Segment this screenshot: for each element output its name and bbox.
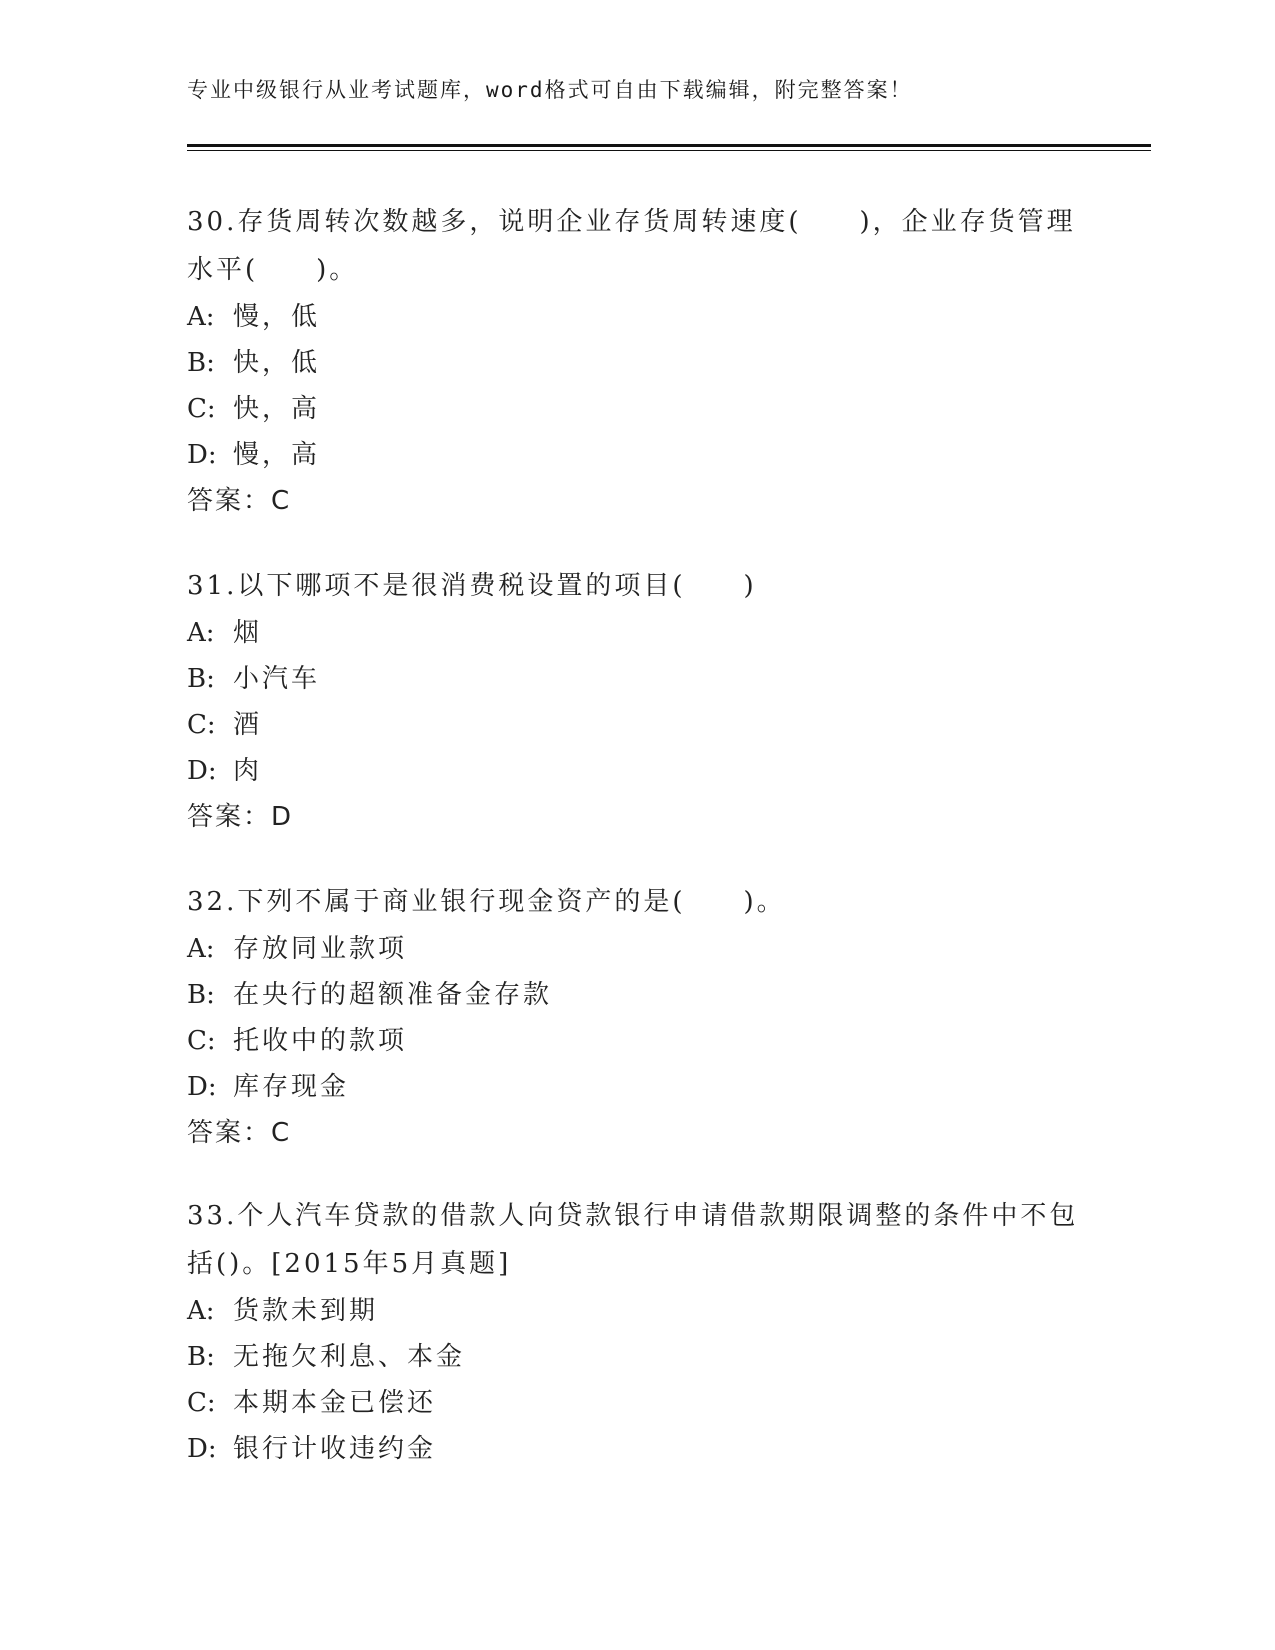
option-label: B: <box>187 980 215 1010</box>
option-c <box>187 1380 1087 1426</box>
page-header: 专业中级银行从业考试题库，word格式可自由下载编辑，附完整答案！ <box>187 78 913 102</box>
option-c <box>187 1018 1087 1064</box>
option-b <box>187 340 1087 386</box>
option-text: 慢，高 <box>233 440 321 470</box>
option-text: 本期本金已偿还 <box>233 1388 437 1418</box>
option-label: A: <box>187 934 215 964</box>
option-label: B: <box>187 1342 215 1372</box>
option-label: D: <box>187 1072 217 1102</box>
option-c <box>187 386 1087 432</box>
option-b <box>187 1334 1087 1380</box>
question-stem-line: 30.存货周转次数越多，说明企业存货周转速度( )，企业存货管理 <box>187 207 1076 237</box>
option-text: 库存现金 <box>233 1072 350 1102</box>
question-32 <box>187 878 1087 1156</box>
option-a <box>187 926 1087 972</box>
header-rule-thin <box>187 150 1151 151</box>
option-label: A: <box>187 302 215 332</box>
option-text: 快，高 <box>233 394 321 424</box>
option-label: C: <box>187 1026 216 1056</box>
option-d <box>187 432 1087 478</box>
option-text: 货款未到期 <box>233 1296 379 1326</box>
question-stem-line: 33.个人汽车贷款的借款人向贷款银行申请借款期限调整的条件中不包 <box>187 1201 1079 1231</box>
option-b <box>187 656 1087 702</box>
question-stem-line: 水平( )。 <box>187 255 359 285</box>
question-31 <box>187 562 1087 840</box>
option-label: A: <box>187 1296 215 1326</box>
option-label: B: <box>187 348 215 378</box>
option-d <box>187 1426 1087 1472</box>
option-a <box>187 1288 1087 1334</box>
question-30 <box>187 198 1087 524</box>
option-text: 在央行的超额准备金存款 <box>233 980 553 1010</box>
option-a <box>187 294 1087 340</box>
option-text: 慢，低 <box>233 302 321 332</box>
option-text: 银行计收违约金 <box>233 1434 437 1464</box>
option-label: C: <box>187 394 216 424</box>
option-text: 托收中的款项 <box>233 1026 408 1056</box>
option-c <box>187 702 1087 748</box>
answer-line: 答案：C <box>187 1118 292 1148</box>
question-stem-line: 32.下列不属于商业银行现金资产的是( )。 <box>187 887 786 917</box>
option-text: 无拖欠利息、本金 <box>233 1342 466 1372</box>
option-a <box>187 610 1087 656</box>
question-stem-line: 括()。[2015年5月真题] <box>187 1249 512 1279</box>
option-label: D: <box>187 1434 217 1464</box>
option-d <box>187 748 1087 794</box>
option-d <box>187 1064 1087 1110</box>
option-text: 快，低 <box>233 348 321 378</box>
option-text: 小汽车 <box>233 664 321 694</box>
answer-line: 答案：C <box>187 486 292 516</box>
option-text: 存放同业款项 <box>233 934 408 964</box>
option-text: 酒 <box>233 710 263 740</box>
option-b <box>187 972 1087 1018</box>
header-rule-thick <box>187 144 1151 147</box>
option-label: A: <box>187 618 215 648</box>
option-label: C: <box>187 710 216 740</box>
answer-line: 答案：D <box>187 802 294 832</box>
option-label: D: <box>187 440 217 470</box>
question-33 <box>187 1192 1087 1472</box>
option-label: C: <box>187 1388 216 1418</box>
question-stem-line: 31.以下哪项不是很消费税设置的项目( ) <box>187 571 757 601</box>
option-label: B: <box>187 664 215 694</box>
option-label: D: <box>187 756 217 786</box>
option-text: 烟 <box>233 618 263 648</box>
option-text: 肉 <box>233 756 263 786</box>
